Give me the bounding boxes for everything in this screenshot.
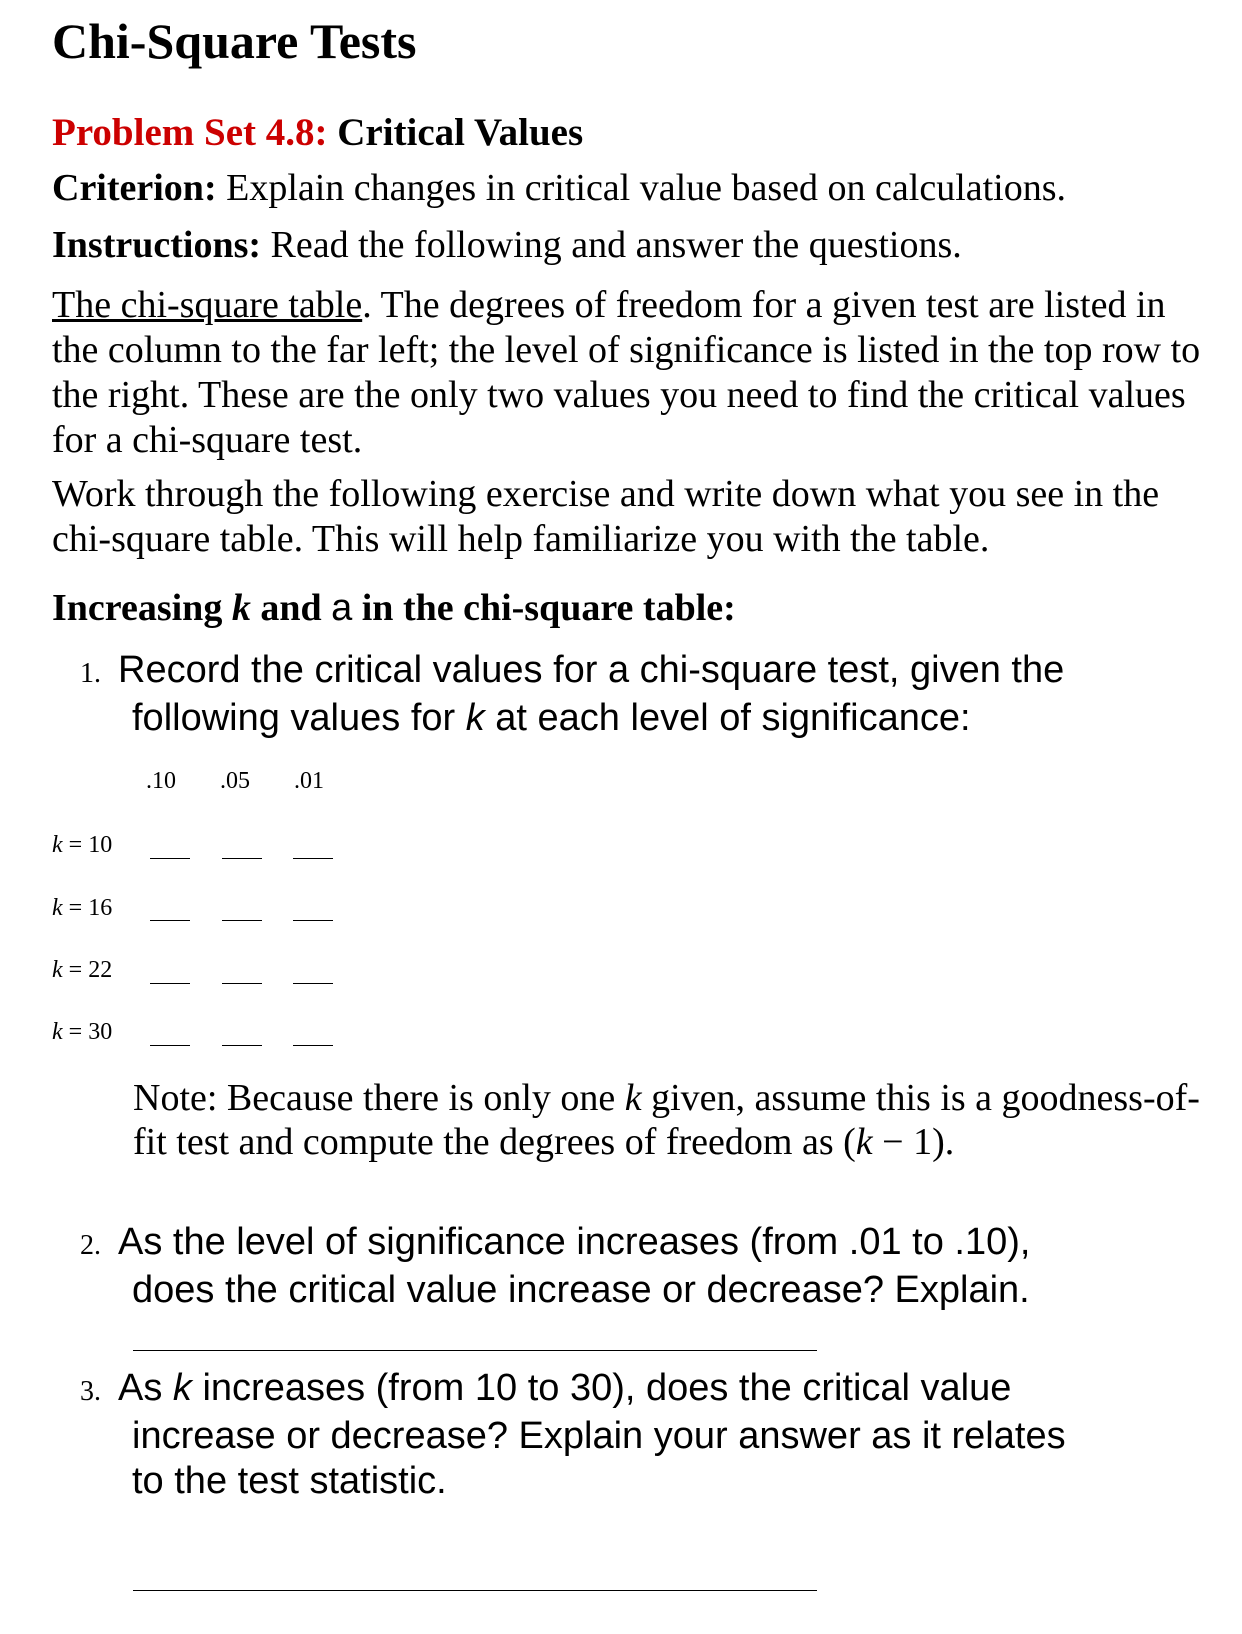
problem-heading xyxy=(52,112,583,155)
answer-blank-k16-05[interactable] xyxy=(222,920,262,921)
question-3-answer-line[interactable] xyxy=(133,1590,817,1591)
question-1-line-2 xyxy=(80,696,1200,741)
answer-blank-k10-01[interactable] xyxy=(293,858,333,859)
problem-set-name: Critical Values xyxy=(337,111,584,154)
answer-blank-k30-10[interactable] xyxy=(150,1045,190,1046)
answer-blank-k16-10[interactable] xyxy=(150,920,190,921)
question-1-number: 1. xyxy=(80,658,101,689)
column-header-10: .10 xyxy=(146,768,176,794)
question-2-answer-line[interactable] xyxy=(133,1350,817,1351)
answer-blank-k30-01[interactable] xyxy=(293,1045,333,1046)
question-3 xyxy=(80,1366,1200,1504)
criterion-label: Criterion: xyxy=(52,167,217,209)
question-3-number: 3. xyxy=(80,1376,101,1407)
answer-blank-k16-01[interactable] xyxy=(293,920,333,921)
subheading-k: k xyxy=(231,587,251,629)
row-k-var: k xyxy=(52,957,63,983)
q1-l2-post: at each level of significance: xyxy=(484,697,971,739)
question-3-line-3: to the test statistic. xyxy=(132,1460,447,1502)
subheading-alpha: a xyxy=(331,587,353,629)
criterion xyxy=(52,168,1066,210)
question-3-line-2: increase or decrease? Explain your answer as it relates xyxy=(132,1415,1066,1457)
q3-l1-post: increases (from 10 to 30), does the critical value xyxy=(191,1367,1012,1409)
row-k-var: k xyxy=(52,1019,63,1045)
row-label-k16 xyxy=(52,895,112,921)
row-k-value: = 16 xyxy=(62,895,113,921)
problem-set-label: Problem Set 4.8: xyxy=(52,111,328,154)
q1-l2-pre: following values for xyxy=(132,697,466,739)
q3-l1-pre: As xyxy=(118,1367,173,1409)
note-k-2: k xyxy=(855,1121,873,1163)
instructions-text: Read the following and answer the questions. xyxy=(270,224,962,266)
question-2-number: 2. xyxy=(80,1230,101,1261)
row-label-k10 xyxy=(52,832,112,858)
subheading-text-2: and xyxy=(250,587,332,629)
answer-blank-k22-10[interactable] xyxy=(150,983,190,984)
question-1 xyxy=(80,648,1200,741)
row-k-value: = 22 xyxy=(62,957,113,983)
answer-blank-k30-05[interactable] xyxy=(222,1045,262,1046)
note-mid: given, assume this is a goodness-of-fit test and compute the degrees of freedom as ( xyxy=(133,1077,1200,1163)
question-2 xyxy=(80,1220,1200,1313)
answer-blank-k22-05[interactable] xyxy=(222,983,262,984)
row-label-k22 xyxy=(52,957,112,983)
answer-blank-k10-05[interactable] xyxy=(222,858,262,859)
criterion-text: Explain changes in critical value based on calculations. xyxy=(226,167,1067,209)
page-title: Chi-Square Tests xyxy=(52,13,417,69)
note-post: − 1). xyxy=(872,1121,955,1163)
note xyxy=(133,1076,1213,1164)
question-2-line-1: As the level of significance increases (from .01 to .10), xyxy=(118,1221,1031,1263)
exercise-paragraph: Work through the following exercise and write down what you see in the chi-square table. This will help familiarize you with the table. xyxy=(52,473,1160,560)
instructions-label: Instructions: xyxy=(52,224,262,266)
column-header-05: .05 xyxy=(220,768,250,794)
row-k-value: = 10 xyxy=(62,832,113,858)
row-k-var: k xyxy=(52,895,63,921)
q3-l1-k: k xyxy=(172,1367,192,1409)
question-2-line-2: does the critical value increase or decrease? Explain. xyxy=(132,1269,1030,1311)
column-header-01: .01 xyxy=(294,768,324,794)
instructions xyxy=(52,225,962,267)
note-k-1: k xyxy=(624,1077,642,1119)
intro-text: . The degrees of freedom for a given test are listed in the column to the far left; the level of significance is listed in the top row to the right. These are the only two values you need to find the critical values for a chi-square test. xyxy=(52,284,1201,461)
subheading-text-1: Increasing xyxy=(52,587,232,629)
intro-paragraph xyxy=(52,283,1202,463)
answer-blank-k10-10[interactable] xyxy=(150,858,190,859)
subheading-text-3: in the chi-square table: xyxy=(352,587,736,629)
section-subheading xyxy=(52,588,736,630)
row-k-value: = 30 xyxy=(62,1019,113,1045)
question-1-line-1: Record the critical values for a chi-square test, given the xyxy=(118,649,1065,691)
chi-square-table-link[interactable]: The chi-square table xyxy=(52,284,363,326)
q1-l2-k: k xyxy=(465,697,485,739)
row-label-k30 xyxy=(52,1019,112,1045)
note-pre: Note: Because there is only one xyxy=(133,1077,625,1119)
row-k-var: k xyxy=(52,832,63,858)
answer-blank-k22-01[interactable] xyxy=(293,983,333,984)
